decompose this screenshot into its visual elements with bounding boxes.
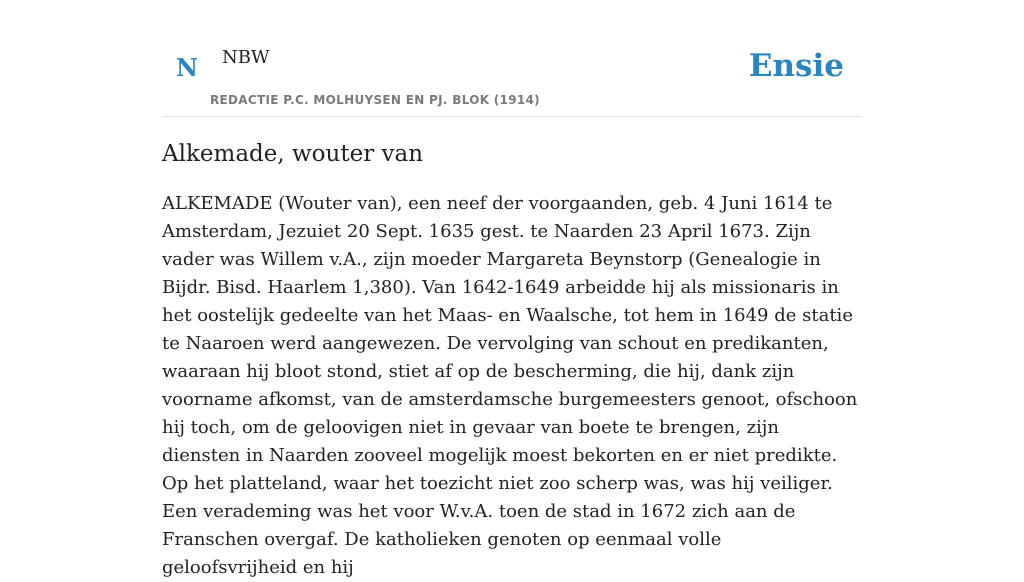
article-body: ALKEMADE (Wouter van), een neef der voorgaanden, geb. 4 Juni 1614 te Amsterdam, Jezuiet 20 Sept. 1635 gest. te Naarden 23 April 1673. Zijn vader was Willem v.A., zijn moeder Margareta Beynstorp (Genealogie in Bijdr. Bisd. Haarlem 1,380). Van 1642-1649 arbeidde hij als missionaris in het oostelijk gedeelte van het Maas- en Waalsche, tot hem in 1649 de statie te Naaroen werd aangewezen. De vervolging van schout en predikanten, waaraan hij bloot stond, stiet af op de bescherming, die hij, dank zijn voorname afkomst, van de amsterdamsche burgemeesters genoot, ofschoon hij toch, om de geloovigen niet in gevaar van boete te brengen, zijn diensten in Naarden zooveel mogelijk moest bekorten en er niet predikte. Op het platteland, waar het toezicht niet zoo scherp was, was hij veiliger. Een verademing was het voor W.v.A. toen de stad in 1672 zich aan de Franschen overgaf. De katholieken genoten op eenmaal volle geloofsvrijheid en hij xyxy=(162,193,858,578)
source-header xyxy=(162,0,862,117)
article xyxy=(162,138,862,582)
source-subtitle: REDACTIE P.C. MOLHUYSEN EN PJ. BLOK (1914) xyxy=(210,93,540,107)
article-title: Alkemade, wouter van xyxy=(162,141,424,167)
ensie-logo[interactable]: Ensie xyxy=(748,48,844,84)
source-logo[interactable]: N xyxy=(176,53,198,82)
source-name[interactable]: NBW xyxy=(222,47,270,68)
